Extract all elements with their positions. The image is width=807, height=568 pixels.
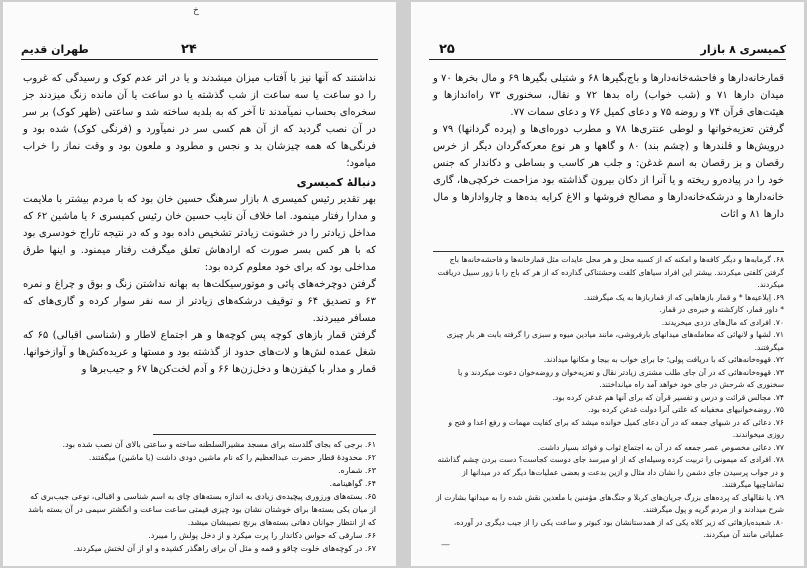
footnote: ۷۹. یا نقالهای که پرده‌های بزرگ جریان‌های کربلا و جنگ‌های مؤمنین با ملعدین نقش شده را به میدانها بشارت از شرح میدادند و از مردم گریه و پول میگرفتند.: [436, 492, 784, 514]
right-page-number: ۲۵: [439, 42, 455, 57]
footnote: ۸۰. شعبده‌بازهائی که زیر کلاه یکی که از همدستانشان بود کبوتر و ساعت یکی را از جیب دیگری در آورده، عملیاتی مانند آن میکردند.: [453, 517, 784, 539]
left-page-header: [21, 42, 378, 60]
footnote: ۷۵. روضه‌خوانیهای مخفیانه که علتی آنرا دولت غدغن کرده بود.: [587, 405, 784, 414]
left-paragraph: گرفتن قمار بازهای کوچه پس کوچه‌ها و هر اجتماع لاطار و (شناسی اقبالی) ۶۵ که شغل عمده لش‌ها و لات‌های حدود از گذشته بود و مستها و عربده‌کش‌ها و آوازخوانها. قمار و مدار با کیفزن‌ها و دخل‌زن‌ها ۶۶ و آدم لخت‌کن‌ها ۶۷ و جیب‌برها و: [23, 330, 376, 375]
footnote: ۷۷. دعائی مخصوص عصر جمعه که در آن به اجتماع ثواب و فوائد بسیار داشت.: [537, 442, 784, 452]
footnote: ۷۶. دعائی که در شبهای جمعه که در آن دعای کمیل خوانده میشد که برای کفایت مهمات و رفع اعدا و فتح و روزی میخواندند.: [448, 417, 784, 439]
left-paragraph: گرفتن دوچرخه‌های پائی و موتورسیکلت‌ها به بهانه نداشتن زنگ و بوق و چراغ و نمره ۶۳ و تصدیق ۶۴ و توقیف درشکه‌های زیادتر از سه نفر سوار کرده و گاری‌های که مسافر میبردند.: [23, 279, 376, 324]
right-page-header: [429, 42, 786, 60]
top-mark: خ: [193, 6, 199, 16]
footnote: ۶۵. بسته‌های ورزوری پیچیده‌ی زیادی به اندازه بسته‌های چای به اسم شناسی و اقبالی، نوعی جیب‌بری که از میان یکی بسته‌ها برای خوشتان نشان بود چیزی قیمتی ساعت ساعت و انگشتر سیمی در آن بسته باشد که از انتظار جوانان دهاتی بسته‌های برنج نصیبشان میشد.: [28, 492, 376, 527]
footnote: ۷۳. قهوه‌خانه‌هائی که در آن جای طلب مشتری زیادتر نقال و تعزیه‌خوان و روضه‌خوان دعوت میکردند و یا سخنوری که شرحش در جای خود خواهد آمد راه میانداختند.: [457, 367, 784, 389]
footnote: ۶۶. سارقی که حواس دکاندار را پرت میکرد و از دخل پولش را میبرد.: [148, 531, 376, 540]
left-body-text: [23, 70, 376, 378]
right-paragraph: قمارخانه‌دارها و فاحشه‌خانه‌دارها و باج‌بگیرها ۶۸ و شتیلی بگیرها ۶۹ و مال بخرها ۷۰ و میدان دارها ۷۱ و (شب خواب) راه بدها ۷۲ و نقال، سخنوری ۷۳ راه‌اندازها و هیئت‌های قرآن ۷۴ و روضه ۷۵ و دعای کمیل ۷۶ و دعای سمات ۷۷.: [433, 73, 784, 118]
footnote: ۶۹. اِبلاعیه‌ها * و قمار بازهاهایی که از قماربازها به یک میگرفتند.: [583, 292, 784, 302]
footnote: ۷۱. لشها و لانهائی که معامله‌های میدانهای بارفروشی، مانند میادین میوه و سبزی را گرفته بابت هر بار چیزی میگرفتند.: [446, 330, 784, 352]
right-page: [411, 2, 804, 566]
footnote: ۷۸. افرادی که میمونی را تربیت کرده وسیله‌ای که از او میرسد جای دوست کجاست؟ دست بردن چشم گذاشته و در جواب پرسیدن جای دشمن را نشان داد مثال و ازین بدعت و بعضی عملیات‌ها دیگر که در میدانها از تماشاچیها میگرفتند.: [437, 455, 784, 489]
right-running-title: کمیسری ۸ بازار: [700, 43, 786, 56]
right-body-text: [433, 70, 784, 223]
left-page-number: ۲۴: [181, 42, 197, 57]
right-paragraph: گرفتن تعزیه‌خوانها و لوطی عنتری‌ها ۷۸ و مطرب دوره‌ای‌ها و (پرده گردانها) ۷۹ و درویش‌ها و قلندرها و (چشم بند) ۸۰ و گاهها و هر نوع معرکه‌گردان دیگر از خرس رقصان و بز رقصان به اسم غدغن: و جلب هر کاسب و بساطی و دکاندار که جنس خود را در پیاده‌رو ریخته و یا آنرا از دکان بیرون گذاشته بود مزاحمت خرکچی‌ها، گاری خانه‌دارها و درشکه‌خانه‌دارها و مصالح فروشها و الاغ کرایه بده‌ها و چاروادارها و مال دارها ۸۱ و اثاث: [433, 124, 785, 220]
footnote-rule: [153, 434, 376, 435]
right-footnotes: [433, 254, 784, 542]
footnote-rule: [433, 251, 784, 252]
footnote: ۷۰. افرادی که مال‌های دزدی میخریدند.: [661, 317, 784, 327]
left-paragraph: بهر تقدیر رئیس کمیسری ۸ بازار سرهنگ حسین خان بود که با مردم بیشتر با ملایمت و مدارا رفتار مینمود. اما خلاف آن نایب حسین خان رئیس کمیسری ۶ یا ماشین ۶۲ که مداخل زیادتر را در خشونت زیادتر تشخیص داده بود و که در نتیجه تاراج خودسری بود که با هر کس بسر صورت که ارادهاش تعلق میگرفت رفتار میمنود. و اینها طرق مداخلی بود که برای خود معلوم کرده بود:: [23, 194, 376, 273]
footnote: * داور قمار، کارکشته و خبره‌ی در قمار.: [659, 305, 784, 314]
footnote: ۶۷. در کوچه‌های خلوت چاقو و قمه و مثل آن برای راهگذر کشیده و او از آن لختش میکردند.: [73, 544, 376, 553]
footnote: ۶۲. محدودهٔ قطار حضرت عبدالعظیم را که نام ماشین دودی داشت (یا ماشین) میگفتند.: [88, 453, 376, 462]
footnote: ۶۳. شماره.: [337, 466, 376, 475]
left-footnotes: [25, 438, 376, 555]
footnote: ۷۴. مجالس قرائت و درس و تفسیر قرآن که برای آنها هم غدغن کرده بود.: [552, 392, 784, 402]
footnote: ۶۸. گرمابه‌ها و دیگر کافه‌ها و امکنه که از کسبه محل و هر محل عایدات مثل قمارخانه‌ها و فاحشه‌خانه‌ها باج گرفتن کلفتی میکردند. بیشتر این افراد سیاهای کلفت وحشتناکی گذارده که از هر که باج را با زور سبیل دریافت میکردند.: [437, 255, 784, 289]
left-paragraph: نداشتند که آنها نیز با آفتاب میزان میشدند و یا در اثر عدم کوک و رسیدگی که غروب را دو ساعت یا سه ساعت از شب گذشته یا دو ساعت یا آن مانده زنگ میزدند جز سخره‌ای بحساب نمیآمدند تا آخر که به بلدیه ساخته شد و ساعتی (ظهر کوک) بر سر در آن نصب گردید که از آن هم کسی سر در نمیآورد و (فرنگی کوک) شده بود و فرنگی‌ها که همه چیزشان بد و نجس و مطرود و ملعون بود و وقت نماز را خراب میامود؛: [23, 73, 376, 169]
footnote: ۷۲. قهوه‌خانه‌هائی که با دریافت پولی؛ جا برای خواب به بیجا و مکانها میدادند.: [543, 355, 784, 364]
left-running-title: طهران قدیم: [21, 43, 89, 56]
left-page: [3, 2, 396, 566]
page-edge-mark: —: [441, 540, 450, 550]
footnote: ۶۱. برجی که بجای گلدسته برای مسجد مشیرالسلطنه ساخته و ساعتی بالای آن نصب شده بود.: [62, 440, 376, 449]
section-subheading: دنبالهٔ کمیسری: [296, 176, 376, 189]
footnote: ۶۴. گواهینامه.: [329, 479, 376, 488]
